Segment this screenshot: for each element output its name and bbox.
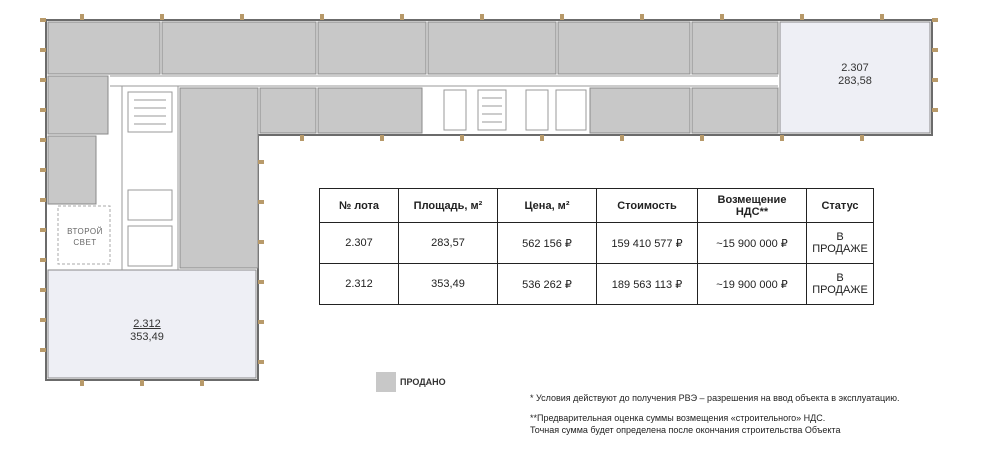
sold-unit	[692, 88, 778, 133]
cell-area: 353,49	[399, 264, 498, 305]
cell-lot: 2.307	[320, 223, 399, 264]
sold-unit	[428, 22, 556, 74]
sold-unit	[558, 22, 690, 74]
col-header-area: Площадь, м²	[399, 189, 498, 223]
table-row[interactable]	[320, 223, 874, 264]
table-row[interactable]	[320, 264, 874, 305]
cell-cost: 189 563 113 ₽	[597, 264, 698, 305]
lot-label-2312[interactable]	[112, 318, 182, 344]
second-light-label: ВТОРОЙ СВЕТ	[67, 227, 103, 247]
cell-price: 536 262 ₽	[498, 264, 597, 305]
sold-unit	[162, 22, 316, 74]
col-header-cost: Стоимость	[597, 189, 698, 223]
sold-unit	[590, 88, 690, 133]
cell-vat: ~19 900 000 ₽	[698, 264, 807, 305]
footnote-1: * Условия действуют до получения РВЭ – разрешения на ввод объекта в эксплуатацию.	[530, 393, 900, 403]
cell-area: 283,57	[399, 223, 498, 264]
cell-lot: 2.312	[320, 264, 399, 305]
cell-status: В ПРОДАЖЕ	[807, 264, 874, 305]
lot-number: 2.307	[841, 62, 869, 74]
sold-unit	[48, 76, 108, 134]
cell-price: 562 156 ₽	[498, 223, 597, 264]
sold-unit	[318, 88, 422, 133]
sold-unit	[48, 22, 160, 74]
col-header-price: Цена, м²	[498, 189, 597, 223]
legend-label-sold: ПРОДАНО	[400, 377, 446, 387]
col-header-status: Статус	[807, 189, 874, 223]
lot-area: 283,58	[838, 75, 872, 87]
table-header-row	[320, 189, 874, 223]
lot-area: 353,49	[130, 331, 164, 343]
col-header-vat: Возмещение НДС**	[698, 189, 807, 223]
sold-unit	[318, 22, 426, 74]
cell-vat: ~15 900 000 ₽	[698, 223, 807, 264]
sold-unit	[692, 22, 778, 74]
legend-swatch-sold	[376, 372, 396, 392]
cell-cost: 159 410 577 ₽	[597, 223, 698, 264]
lot-label-2307[interactable]	[820, 62, 890, 88]
lot-number: 2.312	[133, 318, 161, 330]
footnote-3: Точная сумма будет определена после окончания строительства Объекта	[530, 425, 841, 435]
cell-status: В ПРОДАЖЕ	[807, 223, 874, 264]
col-header-lot: № лота	[320, 189, 399, 223]
sold-unit	[48, 136, 96, 204]
footnote-2: **Предварительная оценка суммы возмещения «строительного» НДС.	[530, 413, 826, 423]
sold-unit	[260, 88, 316, 133]
sold-unit	[180, 88, 258, 268]
lots-table	[319, 188, 874, 305]
